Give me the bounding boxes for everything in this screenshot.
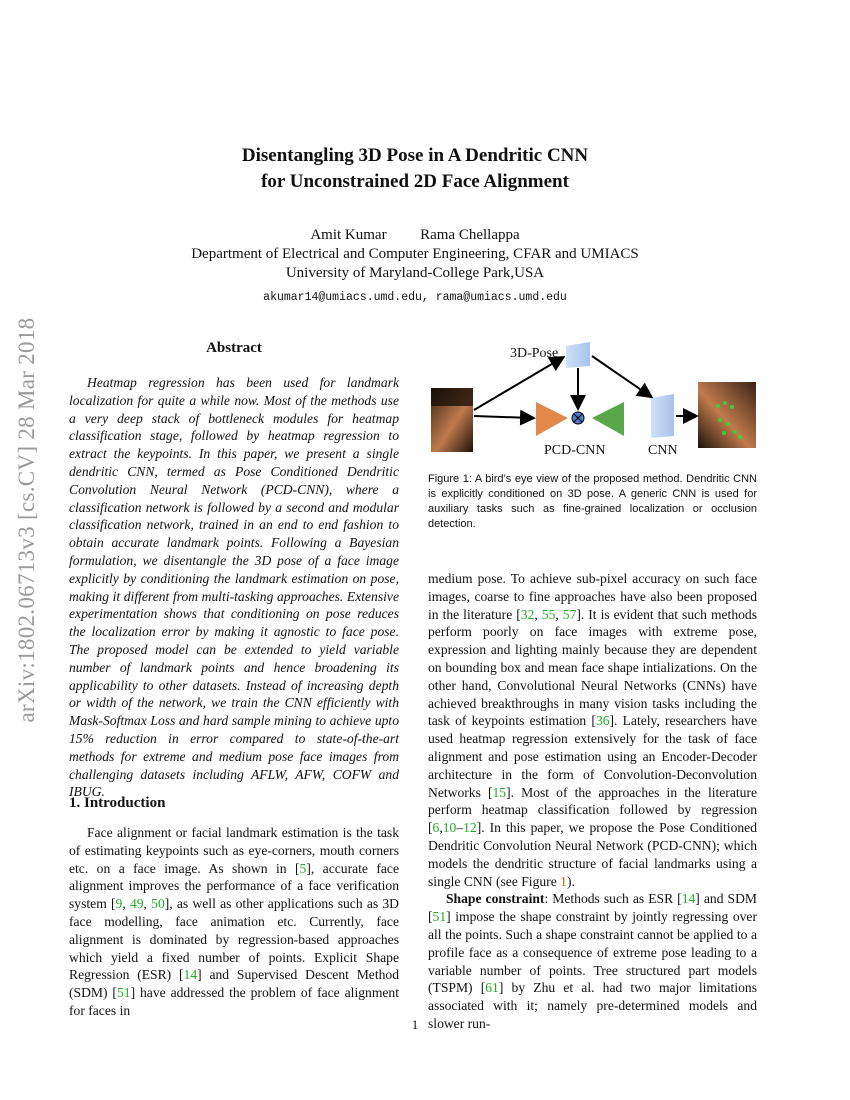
citation-link[interactable]: 12 bbox=[463, 820, 477, 836]
citation-link[interactable]: 50 bbox=[151, 896, 165, 912]
page-number: 1 bbox=[411, 1017, 419, 1032]
paper-title bbox=[120, 143, 710, 195]
citation-link[interactable]: 15 bbox=[492, 784, 507, 800]
affiliation-line-2: University of Maryland-College Park,USA bbox=[285, 265, 545, 281]
citation-link[interactable]: 49 bbox=[129, 896, 144, 912]
citation-link[interactable]: 55 bbox=[541, 606, 556, 622]
citation-link[interactable]: 51 bbox=[432, 909, 447, 925]
intro-heading: 1. Introduction bbox=[69, 795, 166, 811]
pcd-left-triangle bbox=[536, 402, 568, 436]
abstract-heading: Abstract bbox=[206, 340, 262, 356]
abstract-body bbox=[69, 374, 399, 801]
figure-reference-link[interactable]: 1 bbox=[560, 873, 567, 889]
pcd-cnn-label: PCD-CNN bbox=[544, 443, 606, 458]
citation-link[interactable]: 9 bbox=[115, 896, 123, 912]
title-line-1: Disentangling 3D Pose in A Dendritic CNN bbox=[241, 145, 589, 166]
title-line-2: for Unconstrained 2D Face Alignment bbox=[261, 171, 569, 192]
citation-link[interactable]: 5 bbox=[299, 860, 307, 876]
citation-link[interactable]: 32 bbox=[520, 606, 535, 622]
cnn-box bbox=[651, 394, 674, 438]
output-face-image bbox=[698, 382, 756, 448]
intro-body bbox=[69, 824, 399, 1020]
shape-constraint-heading: Shape constraint bbox=[446, 891, 545, 907]
intro-paragraph: Face alignment or facial landmark estimation is the task of estimating keypoints such as eye-corners, mouth corners etc. on a face image. As shown in [5], accurate face alignment improves the performance of a face verification system [9, 49, 50], as well as other applications such as 3D face modelling, face animation etc. Currently, face alignment is dominated by regression-based approaches which yield a fixed number of points. Explicit Shape Regression (ESR) [14] and Supervised Descent Method (SDM) [51] have addressed the problem of face alignment for faces in bbox=[69, 825, 400, 1018]
author-1: Amit Kumar bbox=[310, 227, 387, 243]
author-emails: akumar14@umiacs.umd.edu, rama@umiacs.umd.edu bbox=[263, 291, 567, 304]
abstract-text: Heatmap regression has been used for landmark localization for quite a while now. Most of the methods use a very deep stack of bottleneck modules for heatmap classification stage, followed by heatmap regression to extract the keypoints. In this paper, we present a single dendritic CNN, termed as Pose Conditioned Dendritic Convolution Neural Network (PCD-CNN), where a classification network is followed by a second and modular classification network, trained in an end to end fashion to obtain accurate landmark points. Following a Bayesian formulation, we disentangle the 3D pose of a face image explicitly by conditioning the landmark estimation on pose, making it different from multi-tasking approaches. Extensive experimentation shows that conditioning on pose reduces the localization error by making it agnostic to face pose. The proposed model can be extended to yield variable number of landmark points and hence broadening its applicability to other datasets. Instead of increasing depth or width of the network, we train the CNN efficiently with Mask-Softmax Loss and hard sample mining to achieve upto 15% reduction in error compared to state-of-the-art methods for extreme and medium pose face images from challenging datasets including AFLW, AFW, COFW and IBUG. bbox=[69, 375, 399, 800]
right-column-body bbox=[428, 570, 757, 1033]
citation-link[interactable]: 57 bbox=[562, 606, 577, 622]
authors bbox=[120, 226, 710, 245]
cnn-label: CNN bbox=[648, 443, 678, 458]
pose-box bbox=[566, 342, 590, 368]
citation-link[interactable]: 10 bbox=[442, 820, 457, 836]
author-2: Rama Chellappa bbox=[420, 227, 520, 243]
affiliation-line-1: Department of Electrical and Computer Engineering, CFAR and UMIACS bbox=[191, 246, 639, 262]
right-paragraph-2: Shape constraint: Methods such as ESR [14] and SDM [51] impose the shape constraint by jointly regressing over all the points. Such a shape constraint cannot be applied to a profile face as a consequence of extreme pose leading to a variable number of points. Tree structured part models (TSPM) [61] by Zhu et al. had two major limitations associated with it; namely pre-determined models and slower run- bbox=[428, 891, 757, 1031]
citation-link[interactable]: 51 bbox=[116, 985, 131, 1001]
citation-link[interactable]: 14 bbox=[183, 967, 198, 983]
citation-link[interactable]: 61 bbox=[485, 980, 499, 996]
right-paragraph-1: medium pose. To achieve sub-pixel accuracy on such face images, coarse to fine approaches have also been proposed in the literature [32, 55, 57]. It is evident that such methods perform poorly on face images with extreme pose, expression and lighting mainly because they are dependent on bounding box and mean face shape intializations. On the other hand, Convolutional Neural Networks (CNNs) have achieved breakthroughs in many vision tasks including the task of keypoints estimation [36]. Lately, researchers have used heatmap regression extensively for the task of face alignment and pose estimation using an Encoder-Decoder architecture in the form of Convolution-Deconvolution Networks [15]. Most of the approaches in the literature perform heatmap classification followed by regression [6,10–12]. In this paper, we propose the Pose Conditioned Dendritic Convolution Neural Network (PCD-CNN); which models the dendritic structure of facial landmarks using a single CNN (see Figure 1). bbox=[428, 571, 758, 889]
citation-link[interactable]: 6 bbox=[432, 820, 440, 836]
figure-1 bbox=[428, 340, 757, 460]
figure-1-caption: Figure 1: A bird’s eye view of the proposed method. Dendritic CNN is explicitly conditioned on 3D pose. A generic CNN is used for auxiliary tasks such as fine-grained localization or occlusion detection. bbox=[428, 473, 757, 530]
affiliation bbox=[120, 245, 710, 283]
citation-link[interactable]: 14 bbox=[681, 891, 696, 907]
arxiv-identifier: arXiv:1802.06713v3 [cs.CV] 28 Mar 2018 bbox=[14, 317, 39, 723]
pcd-right-triangle bbox=[592, 402, 624, 436]
figure-diagram bbox=[428, 340, 757, 460]
citation-link[interactable]: 36 bbox=[595, 713, 610, 729]
arxiv-sidebar bbox=[2, 290, 52, 750]
pose-label: 3D-Pose bbox=[510, 346, 559, 361]
